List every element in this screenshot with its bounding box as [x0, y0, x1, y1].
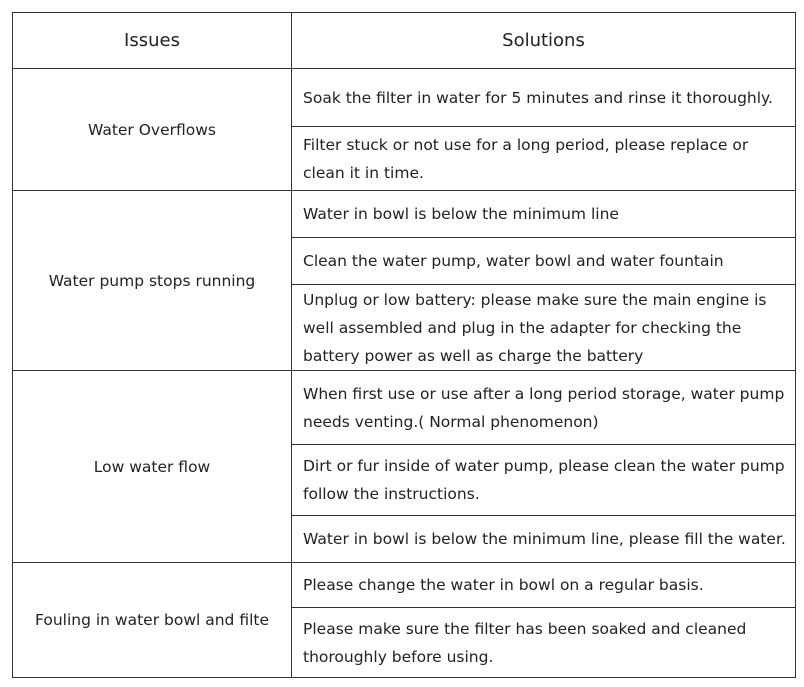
solution-cell: Water in bowl is below the minimum line, please fill the water. — [292, 516, 796, 563]
table-row — [13, 371, 796, 445]
header-solutions: Solutions — [292, 13, 796, 69]
table-row — [13, 563, 796, 608]
header-row — [13, 13, 796, 69]
solution-cell: Water in bowl is below the minimum line — [292, 191, 796, 238]
issue-cell: Fouling in water bowl and filte — [13, 563, 292, 678]
solution-cell: Clean the water pump, water bowl and water fountain — [292, 238, 796, 285]
issue-cell: Water Overflows — [13, 69, 292, 191]
solution-cell: Please change the water in bowl on a regular basis. — [292, 563, 796, 608]
solution-cell: Dirt or fur inside of water pump, please clean the water pump follow the instructions. — [292, 445, 796, 516]
solution-cell: Unplug or low battery: please make sure the main engine is well assembled and plug in the adapter for checking the battery power as well as charge the battery — [292, 285, 796, 371]
troubleshooting-table — [12, 12, 796, 678]
solution-cell: Please make sure the filter has been soaked and cleaned thoroughly before using. — [292, 608, 796, 678]
table-row — [13, 191, 796, 238]
issue-cell: Water pump stops running — [13, 191, 292, 371]
header-issues: Issues — [13, 13, 292, 69]
issue-cell: Low water flow — [13, 371, 292, 563]
solution-cell: Soak the filter in water for 5 minutes and rinse it thoroughly. — [292, 69, 796, 127]
solution-cell: When first use or use after a long period storage, water pump needs venting.( Normal phenomenon) — [292, 371, 796, 445]
table-row — [13, 69, 796, 127]
solution-cell: Filter stuck or not use for a long period, please replace or clean it in time. — [292, 127, 796, 191]
